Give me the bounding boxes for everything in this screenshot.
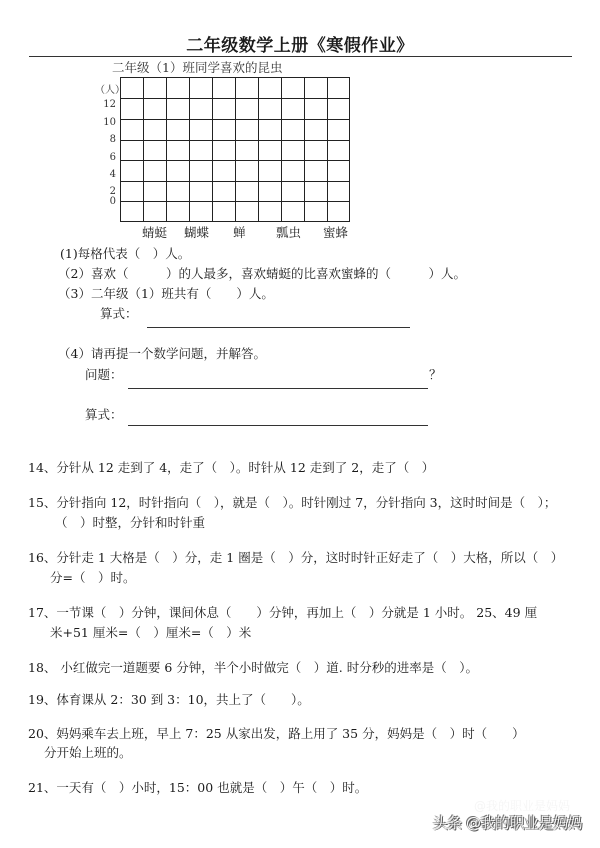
q4-formula-label: 算式： xyxy=(85,407,123,422)
xlabel-cicada: 蝉 xyxy=(233,225,246,240)
faint-watermark: @我的职业是妈妈 xyxy=(473,799,570,813)
ytick: 2 xyxy=(109,186,116,197)
title-divider xyxy=(29,56,572,57)
question-14: 14、分针从 12 走到了 4，走了（ ）。时针从 12 走到了 2，走了（ ） xyxy=(28,460,435,475)
q4-question-answer-line[interactable] xyxy=(128,388,428,389)
question-3: （3）二年级（1）班共有（ ）人。 xyxy=(58,286,274,301)
ytick: 4 xyxy=(109,169,116,180)
question-2: （2）喜欢（ ）的人最多，喜欢蜻蜓的比喜欢蜜蜂的（ ）人。 xyxy=(58,266,466,281)
q3-formula-label: 算式： xyxy=(100,306,138,321)
question-16-line2: 分=（ ）时。 xyxy=(50,570,136,585)
q4-question-mark: ？ xyxy=(429,367,442,382)
question-19: 19、体育课从 2：30 到 3：10，共上了（ ）。 xyxy=(28,692,310,707)
ytick: 0 xyxy=(109,196,116,207)
xlabel-dragonfly: 蜻蜓 xyxy=(142,225,168,240)
question-21: 21、一天有（ ）小时，15：00 也就是（ ）午（ ）时。 xyxy=(28,780,368,795)
q3-formula-answer-line[interactable] xyxy=(147,327,410,328)
question-15-line1: 15、分针指向 12，时针指向（ ），就是（ ）。时针刚过 7，分针指向 3，这时时间是（ ）； xyxy=(28,495,557,510)
y-axis-unit: （人） xyxy=(95,85,125,96)
question-4: （4）请再提一个数学问题，并解答。 xyxy=(58,346,266,361)
q4-question-label: 问题： xyxy=(85,367,123,382)
ytick: 8 xyxy=(109,134,116,145)
xlabel-butterfly: 蝴蝶 xyxy=(184,225,210,240)
question-17-line2: 米+51 厘米=（ ）厘米=（ ）米 xyxy=(50,625,252,640)
ytick: 6 xyxy=(109,152,116,163)
xlabel-ladybug: 瓢虫 xyxy=(276,225,302,240)
question-15-line2: （ ）时整，分针和时针重 xyxy=(55,515,206,530)
page-title: 二年级数学上册《寒假作业》 xyxy=(186,36,414,56)
question-17-line1: 17、一节课（ ）分钟，课间休息（ ）分钟，再加上（ ）分就是 1 小时。 25、49 厘 xyxy=(28,605,538,620)
question-20-line1: 20、妈妈乘车去上班，早上 7：25 从家出发，路上用了 35 分，妈妈是（ ）时（ ） xyxy=(28,726,525,741)
xlabel-bee: 蜜蜂 xyxy=(323,225,349,240)
watermark: 头条 @我的职业是妈妈 xyxy=(432,814,582,832)
q4-formula-answer-line[interactable] xyxy=(128,425,428,426)
question-20-line2: 分开始上班的。 xyxy=(44,745,132,760)
question-18: 18、 小红做完一道题要 6 分钟，半个小时做完（ ）道. 时分秒的进率是（ ）。 xyxy=(28,660,478,675)
bar-chart-grid xyxy=(120,77,350,222)
question-16-line1: 16、分针走 1 大格是（ ）分，走 1 圈是（ ）分，这时时针正好走了（ ）大格，所以（ ） xyxy=(28,550,564,565)
ytick: 12 xyxy=(103,99,116,110)
question-1: (1)每格代表（ ）人。 xyxy=(60,246,191,261)
chart-title: 二年级（1）班同学喜欢的昆虫 xyxy=(112,60,283,75)
ytick: 10 xyxy=(103,117,116,128)
